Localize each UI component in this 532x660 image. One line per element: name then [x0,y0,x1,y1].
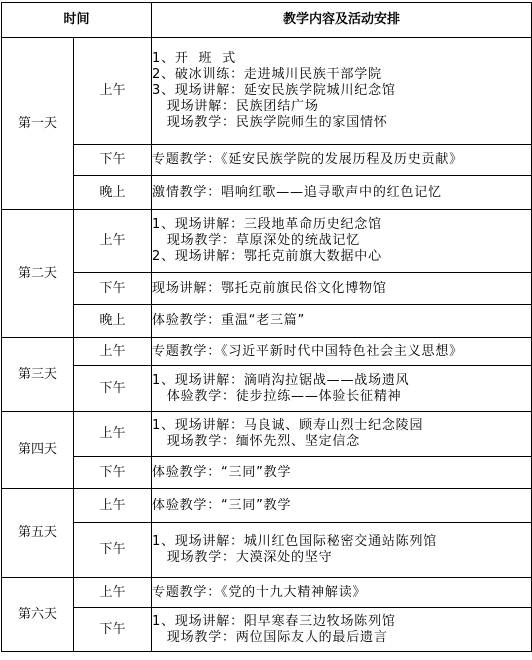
table-row [2,338,532,366]
content-line: 专题教学：《习近平新时代中国特色社会主义思想》 [152,343,463,359]
content-line: 3、现场讲解：延安民族学院城川纪念馆 [152,83,396,98]
content-line: 专题教学：《延安民族学院的发展历程及历史贡献》 [152,152,463,167]
period-cell: 下午 [74,608,152,652]
content-line: 1、现场讲解：城川红色国际秘密交通站陈列馆 [152,534,438,549]
content-line: 现场教学：民族学院师生的家国情怀 [152,115,388,130]
table-row [2,523,532,578]
content-cell [152,273,532,305]
content-line: 体验教学：重温“老三篇” [152,313,306,328]
content-cell [152,489,532,523]
table-row [2,273,532,305]
content-line: 1、现场讲解：阳早寒春三边牧场陈列馆 [152,613,396,629]
content-line: 现场教学：缅怀先烈、坚定信念 [152,434,361,449]
content-line: 现场教学：两位国际友人的最后遗言 [152,629,388,645]
content-line: 现场教学：大漠深处的坚守 [152,550,333,565]
content-line: 1、现场讲解：三段地革命历史纪念馆 [152,217,382,232]
period-cell: 下午 [74,366,152,412]
content-line: 激情教学：唱响红歌——追寻歌声中的红色记忆 [152,184,442,200]
period-cell: 下午 [74,145,152,176]
period-cell: 下午 [74,273,152,305]
day-cell: 第四天 [2,412,74,489]
content-cell [152,176,532,210]
content-cell [152,457,532,489]
content-cell [152,366,532,412]
content-line: 现场教学：草原深处的统战记忆 [152,233,361,248]
table-row [2,412,532,457]
content-cell [152,145,532,176]
day-cell: 第五天 [2,489,74,578]
table-row [2,305,532,338]
period-cell: 下午 [74,457,152,489]
content-cell [152,38,532,145]
table-row [2,210,532,273]
content-cell [152,412,532,457]
content-line: 1、开 班 式 [152,51,237,66]
period-cell: 上午 [74,210,152,273]
period-cell: 上午 [74,489,152,523]
period-cell: 上午 [74,412,152,457]
period-cell: 上午 [74,578,152,608]
table-row [2,145,532,176]
content-cell [152,210,532,273]
header-row [2,3,532,38]
table-row [2,457,532,489]
content-cell [152,338,532,366]
day-cell: 第二天 [2,210,74,338]
content-line: 专题教学：《党的十九大精神解读》 [152,584,367,600]
table-row [2,489,532,523]
content-line: 2、现场讲解：鄂托克前旗大数据中心 [152,249,382,264]
period-cell: 下午 [74,523,152,578]
content-line: 1、现场讲解：滴哨沟拉锯战——战场遗风 [152,372,410,388]
content-line: 2、破冰训练：走进城川民族干部学院 [152,67,382,82]
period-cell: 上午 [74,338,152,366]
content-line: 体验教学：“三同”教学 [152,464,292,480]
period-cell: 晚上 [74,176,152,210]
day-cell: 第一天 [2,38,74,210]
table-row [2,38,532,145]
content-cell [152,578,532,608]
table-row [2,176,532,210]
content-line: 体验教学：徒步拉练——体验长征精神 [152,388,402,404]
period-cell: 上午 [74,38,152,145]
content-header: 教学内容及活动安排 [152,3,532,38]
content-line: 1、现场讲解：马良诚、顾寿山烈士纪念陵园 [152,418,424,433]
content-line: 体验教学：“三同”教学 [152,497,292,513]
table-row [2,366,532,412]
content-line: 现场讲解：民族团结广场 [152,99,319,114]
schedule-table [1,2,532,652]
day-cell: 第六天 [2,578,74,652]
period-cell: 晚上 [74,305,152,338]
content-cell [152,608,532,652]
content-line: 现场讲解：鄂托克前旗民俗文化博物馆 [152,280,387,296]
table-row [2,608,532,652]
time-header: 时间 [2,3,152,38]
content-cell [152,305,532,338]
content-cell [152,523,532,578]
day-cell: 第三天 [2,338,74,412]
table-row [2,578,532,608]
